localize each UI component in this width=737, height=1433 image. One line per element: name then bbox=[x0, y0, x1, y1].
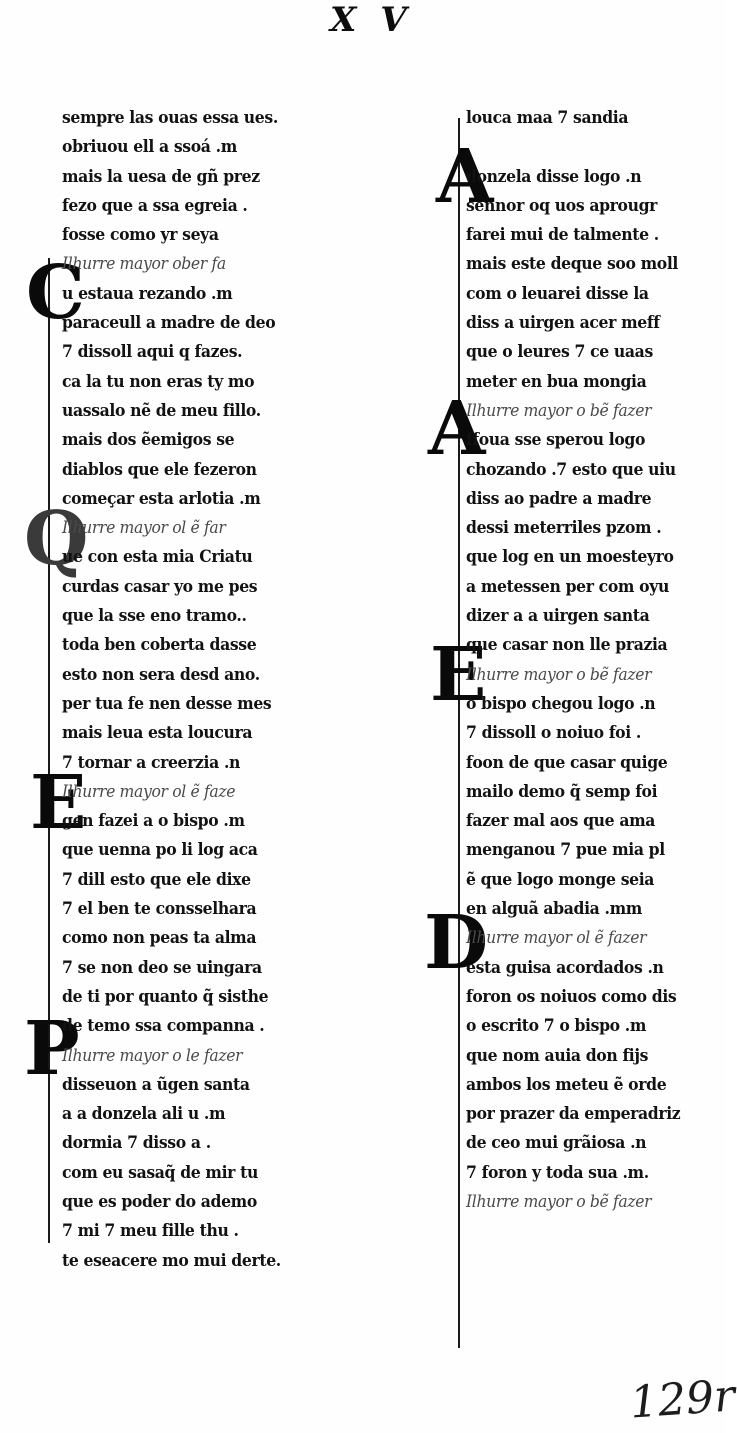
initial-letter: D bbox=[424, 900, 489, 986]
text-line: 7 dissoll aqui q fazes. bbox=[62, 342, 243, 363]
text-line: de ti por quanto q̃ sisthe bbox=[62, 986, 269, 1007]
text-line: que uenna po li log aca bbox=[62, 840, 258, 861]
text-line: como non peas ta alma bbox=[62, 928, 257, 949]
text-line: fazer mal aos que ama bbox=[466, 811, 656, 832]
text-line: louca maa 7 sandia bbox=[466, 108, 629, 128]
text-line: menganou 7 pue mia pl bbox=[466, 840, 665, 861]
right-text-column bbox=[466, 104, 711, 1217]
text-line: por prazer da emperadriz bbox=[466, 1104, 681, 1125]
text-line: ẽ que logo monge seia bbox=[466, 869, 655, 890]
text-line bbox=[466, 133, 691, 162]
text-line: começar esta arlotia .m bbox=[62, 488, 261, 509]
text-line: mais este deque soo moll bbox=[466, 254, 678, 275]
initial-letter: E bbox=[30, 760, 87, 846]
text-line: foron os noiuos como dis bbox=[466, 986, 677, 1007]
text-line: fosse como yr seya bbox=[62, 225, 219, 246]
text-line: 7 el ben te consselhara bbox=[62, 899, 257, 920]
text-line: 7 dill esto que ele dixe bbox=[62, 869, 251, 890]
text-line: foon de que casar quige bbox=[466, 752, 668, 773]
text-line: esta guisa acordados .n bbox=[466, 957, 664, 978]
text-line: 7 tornar a creerzia .n bbox=[62, 752, 241, 773]
text-line: a a donzela ali u .m bbox=[62, 1104, 226, 1125]
text-line: donzela disse logo .n bbox=[466, 166, 642, 187]
text-line: com eu sasaq̃ de mir tu bbox=[62, 1162, 258, 1183]
text-line: mais la uesa de gñ prez bbox=[62, 166, 260, 187]
text-line: diablos que ele fezeron bbox=[62, 459, 257, 480]
text-line: o bispo chegou logo .n bbox=[466, 693, 656, 714]
initial-letter: P bbox=[24, 1006, 80, 1092]
text-line: que nom auia don fijs bbox=[466, 1045, 649, 1066]
refrain-line: Ilhurre mayor o le fazer bbox=[62, 1045, 243, 1066]
text-line: com o leuarei disse la bbox=[466, 283, 649, 304]
text-line: que log en un moesteyro bbox=[466, 547, 674, 568]
text-line: que casar non lle prazia bbox=[466, 635, 668, 656]
text-line: uassalo nẽ de meu fillo. bbox=[62, 400, 261, 421]
text-line: obriuou ell a ssoá .m bbox=[62, 137, 237, 158]
text-line: esto non sera desd ano. bbox=[62, 664, 260, 685]
refrain-line: Ilhurre mayor ol ẽ fazer bbox=[466, 928, 647, 949]
text-line: ue con esta mia Criatu bbox=[62, 547, 253, 568]
text-line: curdas casar yo me pes bbox=[62, 576, 258, 597]
text-line: de temo ssa companna . bbox=[62, 1016, 265, 1037]
text-line: fezo que a ssa egreia . bbox=[62, 195, 248, 216]
right-column-rule bbox=[458, 118, 460, 1348]
text-line: mais leua esta loucura bbox=[62, 723, 253, 744]
text-line: dizer a a uirgen santa bbox=[466, 606, 650, 627]
text-line: que o leures 7 ce uaas bbox=[466, 342, 653, 363]
initial-letter: A bbox=[428, 386, 486, 472]
text-line: 7 foron y toda sua .m. bbox=[466, 1162, 649, 1183]
text-line: chozando .7 esto que uiu bbox=[466, 459, 676, 480]
text-line: diss ao padre a madre bbox=[466, 488, 652, 509]
refrain-line: Ilhurre mayor ober fa bbox=[62, 254, 226, 275]
text-line: sempre las ouas essa ues. bbox=[62, 108, 278, 128]
text-line: dessi meterriles pzom . bbox=[466, 518, 662, 539]
text-line: mais dos ẽemigos se bbox=[62, 430, 235, 451]
text-line: dormia 7 disso a . bbox=[62, 1133, 211, 1154]
left-text-column bbox=[62, 104, 292, 1276]
running-header: X V bbox=[330, 0, 413, 40]
text-line: ffoua sse sperou logo bbox=[466, 430, 646, 451]
text-line: disseuon a ũgen santa bbox=[62, 1074, 250, 1095]
folio-number: 129r bbox=[628, 1370, 737, 1429]
text-line: te eseacere mo mui derte. bbox=[62, 1250, 281, 1271]
text-line: a metessen per com oyu bbox=[466, 576, 669, 597]
text-line: 7 dissoll o noiuo foi . bbox=[466, 723, 641, 744]
text-line: ca la tu non eras ty mo bbox=[62, 371, 255, 392]
text-line: que es poder do ademo bbox=[62, 1191, 257, 1212]
text-line: toda ben coberta dasse bbox=[62, 635, 257, 656]
refrain-line: Ilhurre mayor o bẽ fazer bbox=[466, 664, 652, 685]
text-line: 7 mi 7 meu fille thu . bbox=[62, 1221, 239, 1242]
text-line: o escrito 7 o bispo .m bbox=[466, 1016, 647, 1037]
initial-letter: Q bbox=[24, 496, 89, 582]
initial-letter: A bbox=[436, 134, 494, 220]
text-line: de ceo mui grãiosa .n bbox=[466, 1133, 647, 1154]
initial-letter: E bbox=[430, 632, 487, 718]
text-line: paraceull a madre de deo bbox=[62, 313, 276, 334]
left-column-rule bbox=[48, 258, 50, 1243]
text-line: per tua fe nen desse mes bbox=[62, 693, 272, 714]
text-line: sennor oq uos aprougr bbox=[466, 195, 658, 216]
text-line: diss a uirgen acer meff bbox=[466, 313, 660, 334]
text-line: en alguã abadia .mm bbox=[466, 899, 642, 920]
text-line: gen fazei a o bispo .m bbox=[62, 811, 245, 832]
text-line: ambos los meteu ẽ orde bbox=[466, 1074, 667, 1095]
text-line: 7 se non deo se uingara bbox=[62, 957, 262, 978]
text-line: que la sse eno tramo.. bbox=[62, 606, 247, 627]
refrain-line: Ilhurre mayor ol ẽ far bbox=[62, 518, 226, 539]
refrain-line: Ilhurre mayor ol ẽ faze bbox=[62, 781, 236, 802]
initial-letter: C bbox=[26, 250, 85, 336]
text-line: meter en bua mongia bbox=[466, 371, 647, 392]
text-line: farei mui de talmente . bbox=[466, 225, 659, 246]
text-line: mailo demo q̃ semp foi bbox=[466, 781, 658, 802]
refrain-line: Ilhurre mayor o bẽ fazer bbox=[466, 400, 652, 421]
refrain-line: Ilhurre mayor o bẽ fazer bbox=[466, 1191, 652, 1212]
text-line: u estaua rezando .m bbox=[62, 283, 233, 304]
